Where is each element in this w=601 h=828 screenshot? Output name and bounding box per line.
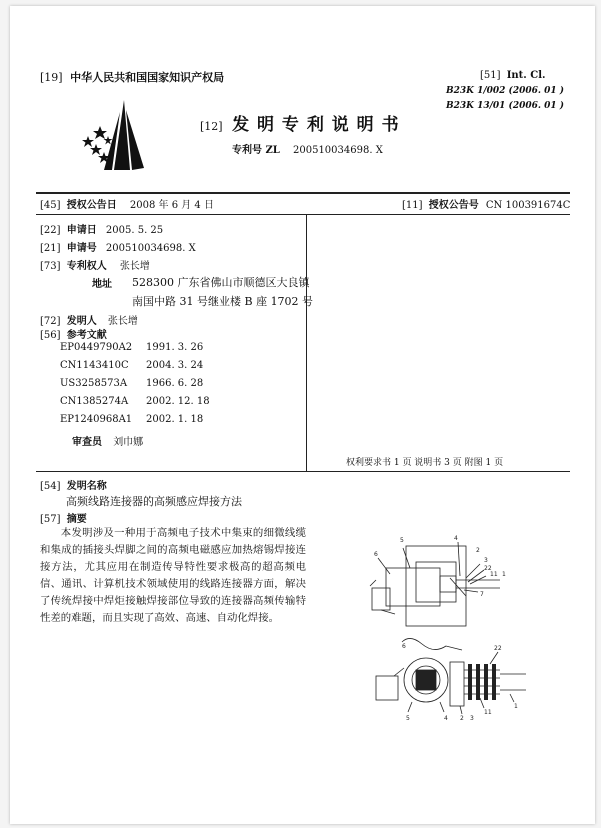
figure-label: 2 [460, 715, 464, 722]
abstract-figure [350, 530, 540, 726]
inventor-row [40, 312, 138, 327]
address-line-2: 南国中路 31 号继业楼 B 座 1702 号 [132, 295, 314, 308]
divider-grant [36, 214, 570, 215]
reference-item [60, 360, 203, 371]
patentee-row [40, 257, 150, 272]
figure-label: 22 [494, 645, 502, 652]
grant-number-code: [11] [402, 200, 423, 211]
intcl-label: Int. Cl. [506, 70, 546, 81]
grant-date-value: 2008 年 6 月 4 日 [129, 200, 214, 211]
reference-number: EP1240968A1 [60, 414, 133, 425]
figure-label: 11 [484, 709, 492, 716]
figure-label: 6 [374, 551, 378, 558]
figure-label: 1 [502, 571, 506, 578]
patentee-label: 专利权人 [66, 261, 107, 272]
intcl-class-1: B23K 1/002 (2006. 01 ) [446, 86, 565, 96]
sipo-emblem-logo [74, 96, 156, 176]
patent-page [10, 6, 595, 824]
figure-label: 4 [444, 715, 448, 722]
patentee-code: [73] [40, 261, 61, 272]
references-label: 参考文献 [66, 330, 107, 341]
invention-title: 高频线路连接器的高频感应焊接方法 [66, 495, 242, 508]
abstract-code: [57] [40, 514, 61, 525]
reference-date: 2004. 3. 24 [146, 360, 204, 371]
intcl-code: [51] [480, 70, 501, 81]
divider-abstract [36, 471, 570, 472]
page-count-info: 权利要求书 1 页 说明书 3 页 附图 1 页 [346, 458, 504, 468]
abstract-label: 摘要 [66, 514, 87, 525]
grant-date-row [40, 196, 214, 211]
figure-label: 5 [400, 537, 404, 544]
figure-label: 11 [490, 571, 498, 578]
inventor-name: 张长增 [107, 316, 138, 327]
figure-label: 2 [476, 547, 480, 554]
grant-date-code: [45] [40, 200, 61, 211]
grant-number-label: 授权公告号 [428, 200, 479, 211]
examiner-name: 刘巾娜 [113, 437, 144, 448]
application-date-value: 2005. 5. 25 [105, 225, 164, 236]
reference-item [60, 378, 203, 389]
grant-date-label: 授权公告日 [66, 200, 117, 211]
reference-number: CN1143410C [60, 360, 129, 371]
invention-title-row [40, 477, 107, 492]
office-header [40, 69, 224, 85]
invention-title-label: 发明名称 [66, 481, 107, 492]
application-date-label: 申请日 [66, 225, 97, 236]
reference-item [60, 414, 203, 425]
examiner-label: 审查员 [72, 437, 102, 448]
figure-label: 3 [484, 557, 488, 564]
reference-number: EP0449790A2 [60, 342, 133, 353]
figure-label: 6 [402, 643, 406, 650]
office-code: [19] [40, 71, 63, 84]
reference-item [60, 342, 203, 353]
reference-date: 2002. 12. 18 [146, 396, 210, 407]
doc-type-code: [12] [200, 120, 223, 133]
application-number-row [40, 239, 196, 254]
grant-number-row [402, 196, 570, 211]
divider-top [36, 192, 570, 194]
application-date-code: [22] [40, 225, 61, 236]
doc-type-header [200, 110, 400, 135]
inventor-label: 发明人 [66, 316, 97, 327]
address-label: 地址 [92, 279, 112, 290]
patentee-name: 张长增 [119, 261, 150, 272]
figure-label: 22 [484, 565, 492, 572]
intcl-header [480, 70, 546, 81]
abstract-text: 本发明涉及一种用于高频电子技术中集束的细微线缆和集成的插接头焊脚之间的高频电磁感应加热熔锡焊接连接方法，尤其应用在制造传导特性要求极高的超高频电信、通讯、计算机技术领域使用的线路连接器方面，解决了传统焊接中焊炬接触焊接部位导致的连接器高频传输特性差的难题，而且实现了高效、高速、自动化焊接。 [40, 527, 306, 624]
figure-label: 4 [454, 535, 458, 542]
reference-number: US3258573A [60, 378, 128, 389]
intcl-class-2: B23K 13/01 (2006. 01 ) [446, 101, 565, 111]
reference-number: CN1385274A [60, 396, 129, 407]
reference-date: 1991. 3. 26 [146, 342, 204, 353]
references-row [40, 326, 107, 341]
abstract-row [40, 510, 87, 525]
grant-number-value: CN 100391674C [485, 200, 571, 211]
office-name: 中华人民共和国国家知识产权局 [70, 71, 225, 84]
examiner-row [72, 433, 143, 448]
address-line-1: 528300 广东省佛山市顺德区大良镇 [132, 276, 310, 289]
reference-item [60, 396, 210, 407]
invention-title-code: [54] [40, 481, 61, 492]
references-code: [56] [40, 330, 61, 341]
reference-date: 2002. 1. 18 [146, 414, 204, 425]
application-number-label: 申请号 [66, 243, 97, 254]
figure-label: 1 [514, 703, 518, 710]
column-divider [306, 214, 307, 471]
application-date-row [40, 221, 163, 236]
reference-date: 1966. 6. 28 [146, 378, 204, 389]
patent-number [232, 141, 383, 156]
application-number-code: [21] [40, 243, 61, 254]
patent-number-label: 专利号 ZL [232, 145, 280, 156]
doc-type-title: 发 明 专 利 说 明 书 [232, 115, 400, 135]
application-number-value: 200510034698. X [105, 243, 196, 254]
figure-label: 7 [480, 591, 484, 598]
figure-label: 3 [470, 715, 474, 722]
patent-number-value: 200510034698. X [293, 145, 383, 156]
figure-label: 5 [406, 715, 410, 722]
inventor-code: [72] [40, 316, 61, 327]
